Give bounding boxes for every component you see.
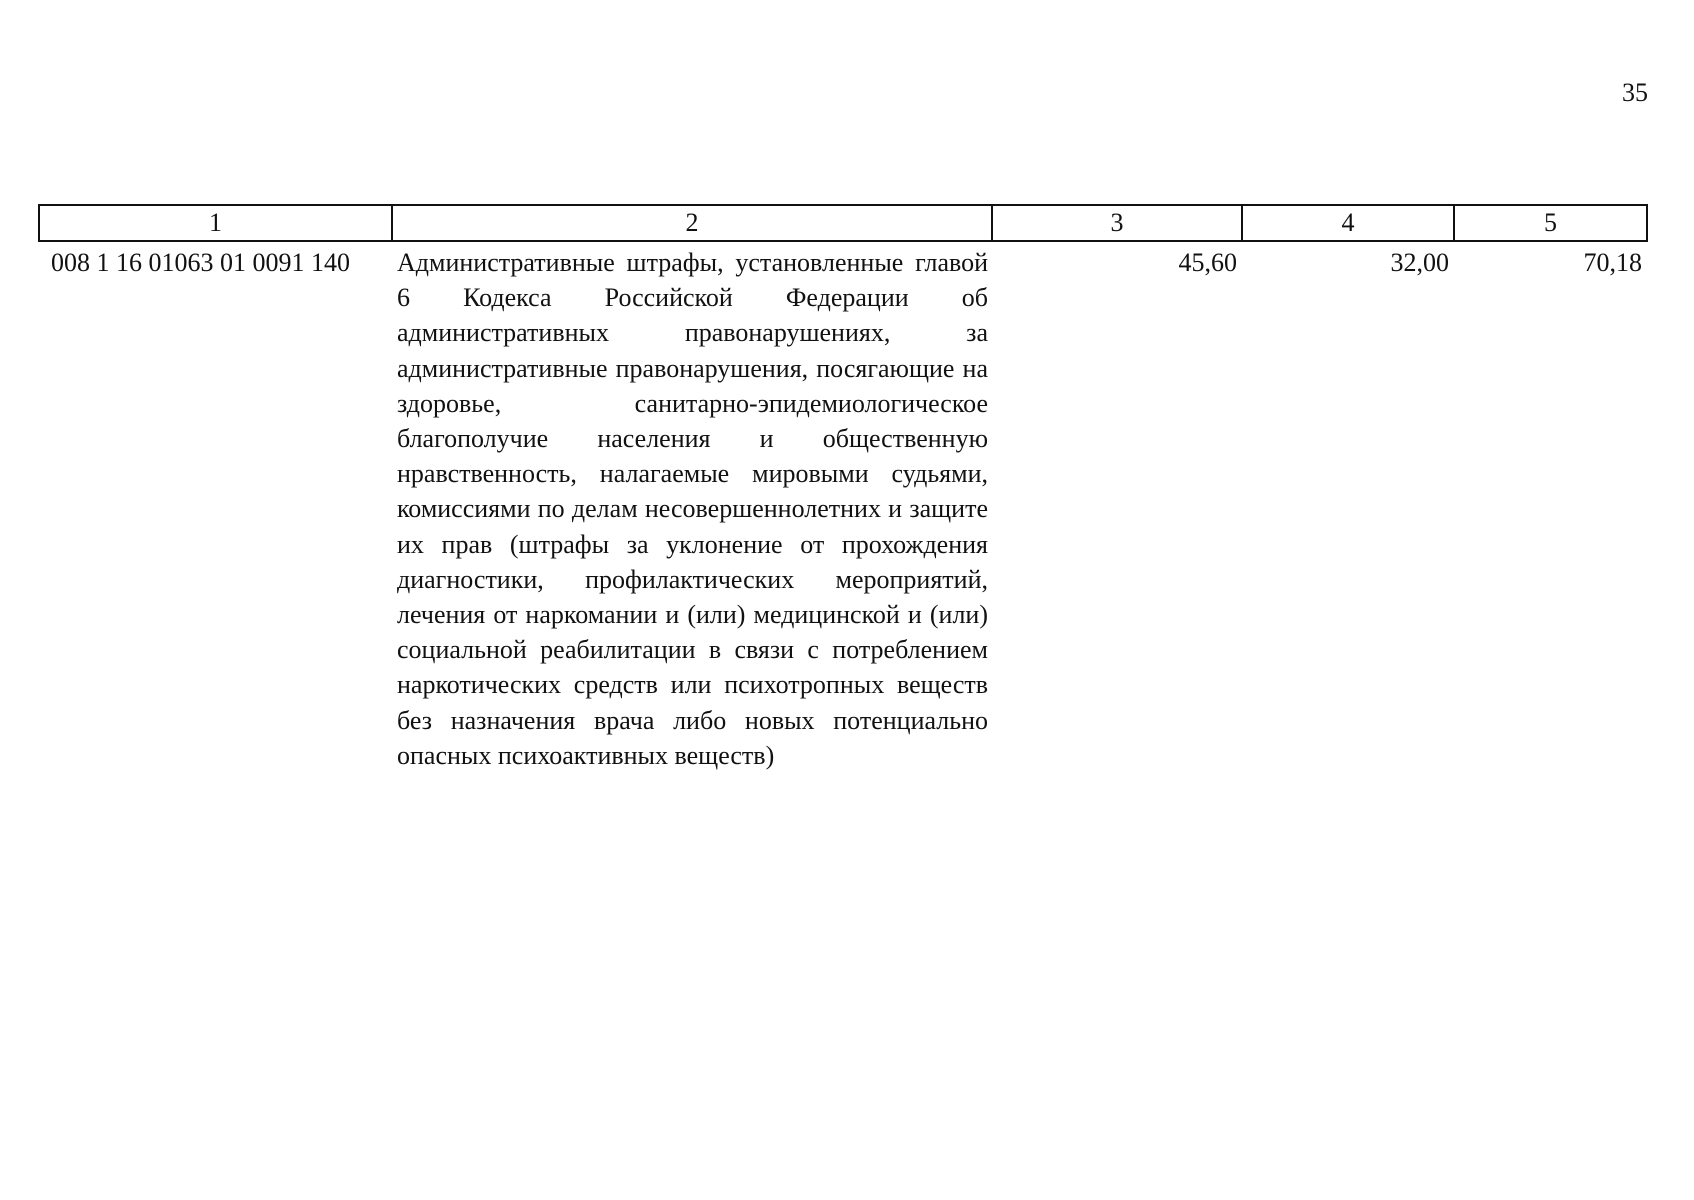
description-cell: Административные штрафы, установленные главой 6 Кодекса Российской Федерации об административных правонарушениях, за административные правонарушения, посягающие на здоровье, санитарно-эпидемиологическое благополучие населения и общественную нравственность, налагаемые мировыми судьями, комиссиями по делам несовершеннолетних и защите их прав (штрафы за уклонение от прохождения диагностики, профилактических мероприятий, лечения от наркомании и (или) медицинской и (или) социальной реабилитации в связи с потреблением наркотических средств или психотропных веществ без назначения врача либо новых потенциально опасных психоактивных веществ) bbox=[397, 248, 988, 770]
header-col-1: 1 bbox=[39, 205, 392, 241]
value-col-3-cell: 45,60 bbox=[1178, 248, 1237, 277]
header-col-4: 4 bbox=[1242, 205, 1454, 241]
table-row bbox=[39, 241, 1647, 773]
header-row bbox=[39, 205, 1647, 241]
page-number: 35 bbox=[1622, 78, 1648, 107]
value-col-5-cell: 70,18 bbox=[1583, 248, 1642, 277]
budget-code-cell: 008 1 16 01063 01 0091 140 bbox=[51, 248, 350, 277]
value-col-4-cell: 32,00 bbox=[1390, 248, 1449, 277]
header-col-5: 5 bbox=[1454, 205, 1647, 241]
table-body bbox=[39, 241, 1647, 773]
budget-table bbox=[38, 204, 1648, 773]
header-col-3: 3 bbox=[992, 205, 1242, 241]
table-header bbox=[39, 205, 1647, 241]
header-col-2: 2 bbox=[392, 205, 992, 241]
